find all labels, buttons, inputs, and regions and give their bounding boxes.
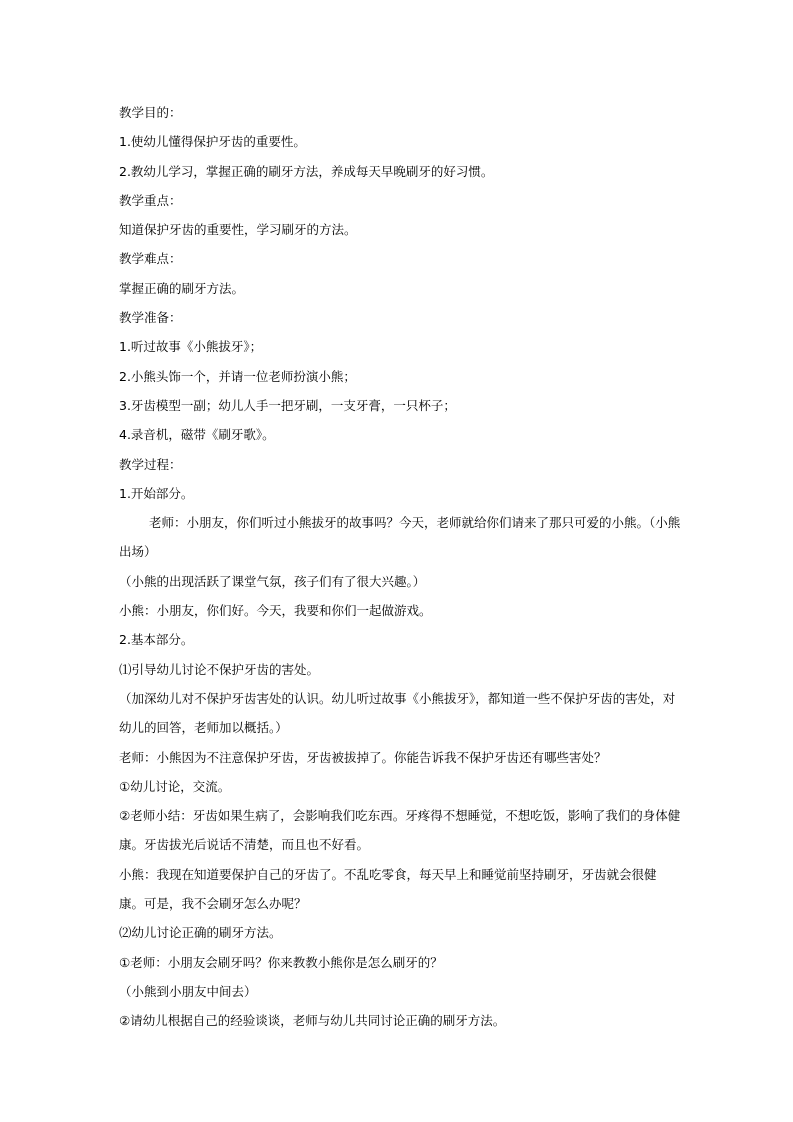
heading-key-points: 教学重点： — [119, 192, 182, 208]
heading-objectives: 教学目的： — [119, 105, 182, 120]
teacher-intro-paragraph: 老师：小朋友，你们听过小熊拔牙的故事吗？今天，老师就给你们请来了那只可爱的小熊。（小熊出场） — [119, 515, 681, 560]
bear-dialogue: 小熊：小朋友，你们好。今天，我要和你们一起做游戏。 — [119, 603, 432, 619]
summary-paragraph: ②老师小结：牙齿如果生病了，会影响我们吃东西。牙疼得不想睡觉，不想吃饭，影响了我们的身体健康。牙齿拔光后说话不清楚，而且也不好看。 — [119, 808, 681, 853]
preparation-item: 2.小熊头饰一个，并请一位老师扮演小熊； — [119, 368, 356, 384]
sub-step: ⑴引导幼儿讨论不保护牙齿的害处。 — [119, 661, 320, 677]
sub-item: ①老师：小朋友会刷牙吗？你来教教小熊你是怎么刷牙的？ — [119, 954, 443, 970]
preparation-item: 1.听过故事《小熊拔牙》； — [119, 339, 263, 355]
process-step: 1.开始部分。 — [119, 485, 194, 501]
heading-process: 教学过程： — [119, 456, 182, 472]
teacher-dialogue: 老师：小熊因为不注意保护牙齿，牙齿被拔掉了。你能告诉我不保护牙齿还有哪些害处？ — [119, 749, 607, 765]
preparation-item: 3.牙齿模型一副；幼儿人手一把牙刷，一支牙膏，一只杯子； — [119, 397, 456, 413]
heading-difficulties: 教学难点： — [119, 251, 182, 267]
bear-paragraph: 小熊：我现在知道要保护自己的牙齿了。不乱吃零食，每天早上和睡觉前坚持刷牙，牙齿就会很健康。可是，我不会刷牙怎么办呢？ — [119, 866, 657, 912]
sub-step: ⑵幼儿讨论正确的刷牙方法。 — [119, 925, 282, 941]
objective-item: 1.使幼儿懂得保护牙齿的重要性。 — [119, 134, 306, 150]
sub-item: ②请幼儿根据自己的经验谈谈，老师与幼儿共同讨论正确的刷牙方法。 — [119, 1013, 506, 1029]
sub-item: ①幼儿讨论，交流。 — [119, 778, 231, 794]
stage-note: （小熊的出现活跃了课堂气氛，孩子们有了很大兴趣。） — [119, 573, 426, 589]
heading-preparation: 教学准备： — [119, 310, 182, 326]
key-points-text: 知道保护牙齿的重要性，学习刷牙的方法。 — [119, 222, 357, 238]
document-body — [119, 98, 681, 1036]
objective-item: 2.教幼儿学习，掌握正确的刷牙方法，养成每天早晚刷牙的好习惯。 — [119, 163, 494, 179]
stage-note: （小熊到小朋友中间去） — [119, 983, 257, 999]
deepen-paragraph: （加深幼儿对不保护牙齿害处的认识。幼儿听过故事《小熊拔牙》，都知道一些不保护牙齿的害处，对幼儿的回答，老师加以概括。） — [119, 690, 676, 736]
process-step: 2.基本部分。 — [119, 632, 194, 648]
difficulties-text: 掌握正确的刷牙方法。 — [119, 280, 245, 296]
preparation-item: 4.录音机，磁带《刷牙歌》。 — [119, 427, 275, 443]
